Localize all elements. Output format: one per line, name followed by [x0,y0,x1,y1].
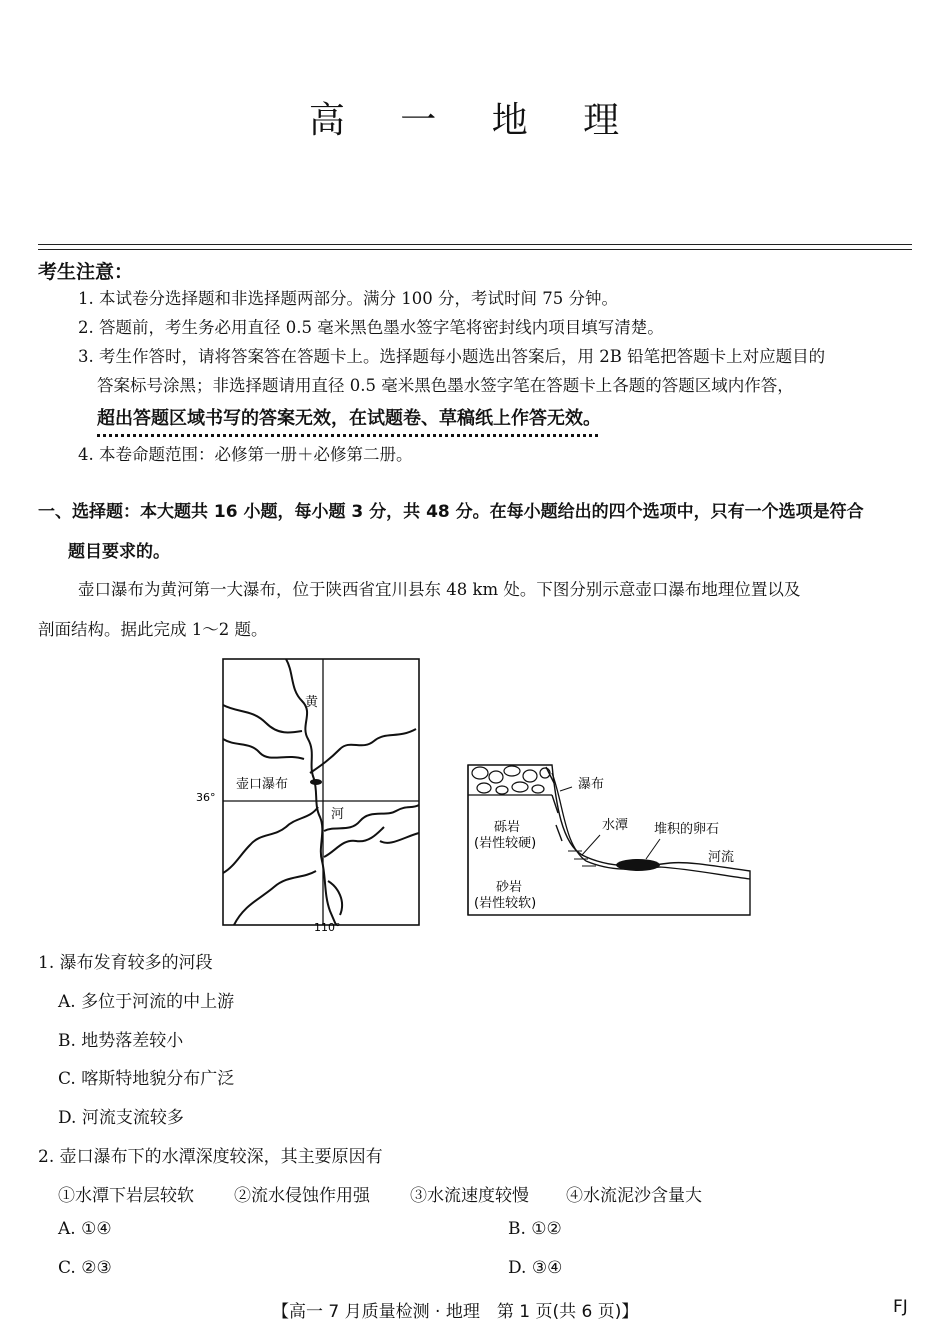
header-rule-top [38,244,912,245]
map-frame [223,659,419,925]
label-conglomerate: 砾岩 [494,820,521,835]
question-2-option-d: D. ③④ [508,1258,563,1278]
label-pool: 水潭 [602,818,629,833]
label-he: 河 [331,807,345,822]
question-2-statement-2: ②流水侵蚀作用强 [234,1186,370,1206]
notice-heading: 考生注意： [38,261,134,283]
label-huang: 黄 [305,695,319,710]
page-title: 高 一 地 理 [308,100,642,141]
label-conglomerate-note: (岩性较硬) [474,836,537,851]
question-2-option-b: B. ①② [508,1219,562,1239]
location-map [196,659,419,934]
intro-paragraph: 壶口瀑布为黄河第一大瀑布，位于陕西省宜川县东 48 km 处。下图分别示意壶口瀑布地理位置以及 [78,580,801,599]
profile-diagram [468,765,750,915]
label-pebbles: 堆积的卵石 [654,822,720,837]
notice-item-3: 3. 考生作答时，请将答案答在答题卡上。选择题每小题选出答案后，用 2B 铅笔把答题卡上对应题目的 [78,347,826,366]
question-2-statement-4: ④水流泥沙含量大 [566,1186,702,1206]
label-falls: 壶口瀑布 [236,777,289,792]
falls-marker [310,779,322,785]
conglomerate-pebbles [472,766,550,794]
notice-item-1: 1. 本试卷分选择题和非选择题两部分。满分 100 分，考试时间 75 分钟。 [78,289,618,308]
label-sandstone-note: (岩性较软) [474,896,537,911]
label-waterfall: 瀑布 [578,777,605,792]
notice-item-4: 4. 本卷命题范围：必修第一册＋必修第二册。 [78,445,413,464]
intro-paragraph-cont: 剖面结构。据此完成 1～2 题。 [38,620,268,639]
question-2-option-a: A. ①④ [58,1219,112,1239]
question-2-option-c: C. ②③ [58,1258,112,1278]
question-1-stem: 1. 瀑布发育较多的河段 [38,953,213,973]
question-1-option-a: A. 多位于河流的中上游 [58,992,235,1012]
lat-label: 36° [196,791,216,804]
notice-item-3-cont: 答案标号涂黑；非选择题请用直径 0.5 毫米黑色墨水签字笔在答题卡上各题的答题区域内作答， [97,376,794,395]
lon-label: 110° [314,921,341,934]
notice-item-2: 2. 答题前，考生务必用直径 0.5 毫米黑色墨水签字笔将密封线内项目填写清楚。 [78,318,664,337]
question-2-stem: 2. 壶口瀑布下的水潭深度较深，其主要原因有 [38,1147,383,1167]
question-1-option-b: B. 地势落差较小 [58,1031,184,1051]
section-heading-cont: 题目要求的。 [68,542,170,562]
label-sandstone: 砂岩 [496,880,523,895]
question-1-option-d: D. 河流支流较多 [58,1108,184,1128]
footer-page-info: 【高一 7 月质量检测 · 地理 第 1 页(共 6 页)】 [272,1302,639,1322]
section-heading: 一、选择题：本大题共 16 小题，每小题 3 分，共 48 分。在每小题给出的四个选项中，只有一个选项是符合 [38,502,864,522]
question-2-statement-1: ①水潭下岩层较软 [58,1186,194,1206]
header-rule-bottom [38,249,912,250]
notice-item-3-emphasis: 超出答题区域书写的答案无效，在试题卷、草稿纸上作答无效。 [97,408,601,429]
hukou-figure [190,655,752,935]
pebble-deposit [616,859,660,871]
river-network [223,659,419,925]
label-river: 河流 [708,850,735,865]
footer-code: FJ [893,1297,908,1317]
question-1-option-c: C. 喀斯特地貌分布广泛 [58,1069,235,1089]
question-2-statement-3: ③水流速度较慢 [410,1186,529,1206]
